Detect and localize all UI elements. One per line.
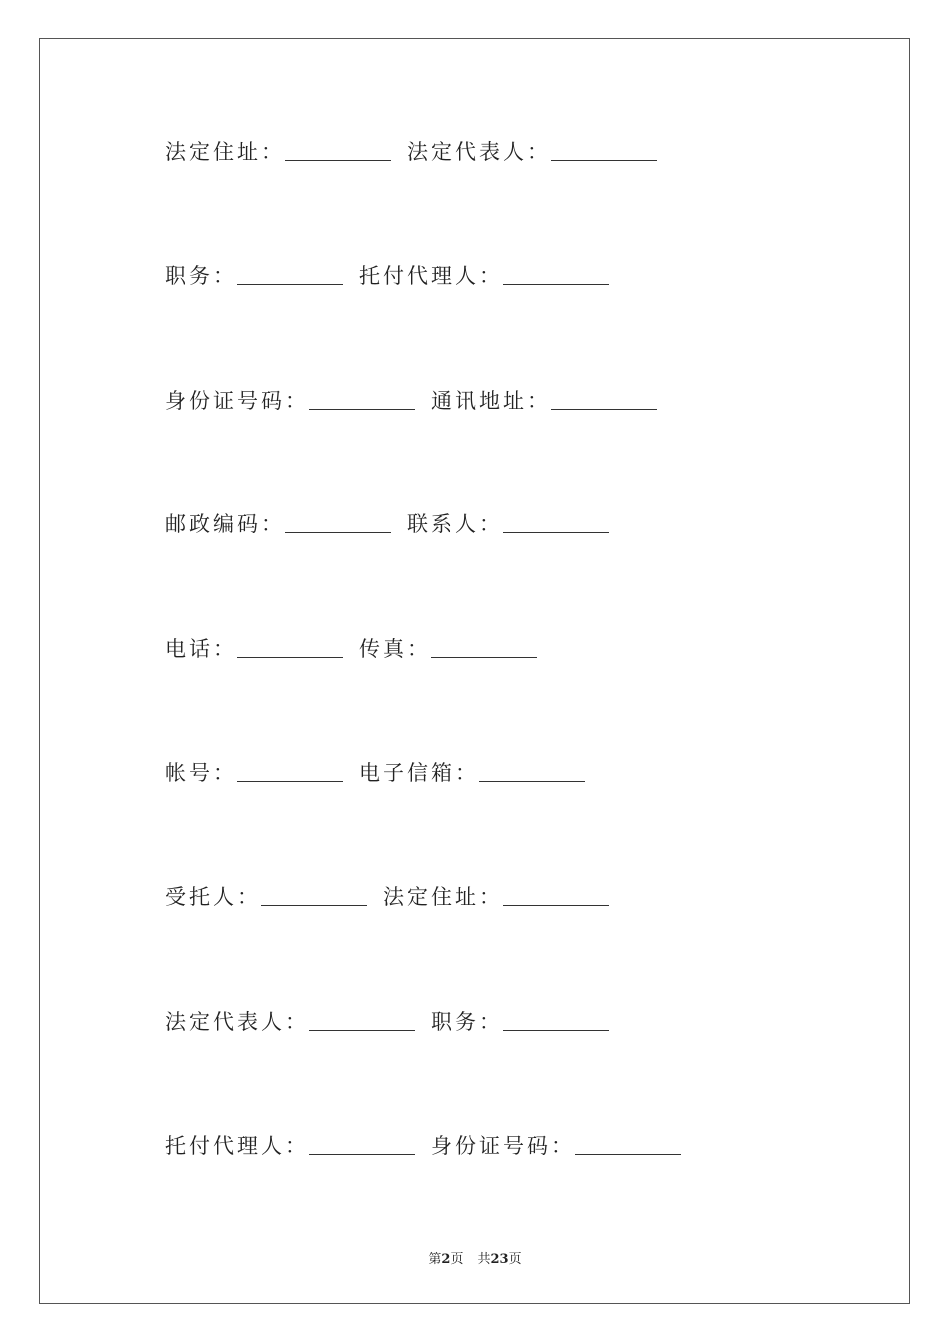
- blank-field[interactable]: [261, 905, 367, 906]
- blank-field[interactable]: [503, 532, 609, 533]
- form-line-7: [165, 881, 625, 911]
- blank-field[interactable]: [503, 905, 609, 906]
- form-line-9: [165, 1130, 697, 1160]
- field-label: 电话：: [165, 637, 237, 661]
- form-line-8: [165, 1006, 625, 1036]
- blank-field[interactable]: [309, 409, 415, 410]
- field-label: 法定住址：: [383, 885, 503, 909]
- form-line-1: [165, 136, 673, 166]
- field-label: 职务：: [431, 1010, 503, 1034]
- field-label: 法定住址：: [165, 140, 285, 164]
- blank-field[interactable]: [551, 160, 657, 161]
- blank-field[interactable]: [237, 657, 343, 658]
- field-label: 托付代理人：: [165, 1134, 309, 1158]
- field-label: 传真：: [359, 637, 431, 661]
- blank-field[interactable]: [285, 160, 391, 161]
- blank-field[interactable]: [503, 284, 609, 285]
- total-prefix: 共: [477, 1252, 491, 1267]
- field-label: 电子信箱：: [359, 761, 479, 785]
- form-line-3: [165, 385, 673, 415]
- blank-field[interactable]: [237, 781, 343, 782]
- page-border: [39, 38, 910, 1304]
- field-label: 法定代表人：: [407, 140, 551, 164]
- field-label: 身份证号码：: [165, 389, 309, 413]
- page-number: 2: [441, 1252, 451, 1267]
- total-suffix: 页: [508, 1252, 522, 1267]
- field-label: 邮政编码：: [165, 512, 285, 536]
- total-pages: 23: [490, 1252, 509, 1267]
- blank-field[interactable]: [479, 781, 585, 782]
- form-line-2: [165, 260, 625, 290]
- page-footer: [0, 1248, 950, 1267]
- field-label: 帐号：: [165, 761, 237, 785]
- form-line-4: [165, 508, 625, 538]
- field-label: 通讯地址：: [431, 389, 551, 413]
- blank-field[interactable]: [431, 657, 537, 658]
- blank-field[interactable]: [309, 1030, 415, 1031]
- blank-field[interactable]: [551, 409, 657, 410]
- field-label: 联系人：: [407, 512, 503, 536]
- field-label: 职务：: [165, 264, 237, 288]
- field-label: 法定代表人：: [165, 1010, 309, 1034]
- blank-field[interactable]: [237, 284, 343, 285]
- blank-field[interactable]: [309, 1154, 415, 1155]
- field-label: 托付代理人：: [359, 264, 503, 288]
- form-line-6: [165, 757, 601, 787]
- field-label: 受托人：: [165, 885, 261, 909]
- blank-field[interactable]: [575, 1154, 681, 1155]
- form-line-5: [165, 633, 553, 663]
- page-prefix: 第: [428, 1252, 442, 1267]
- field-label: 身份证号码：: [431, 1134, 575, 1158]
- blank-field[interactable]: [285, 532, 391, 533]
- page-suffix: 页: [450, 1252, 464, 1267]
- blank-field[interactable]: [503, 1030, 609, 1031]
